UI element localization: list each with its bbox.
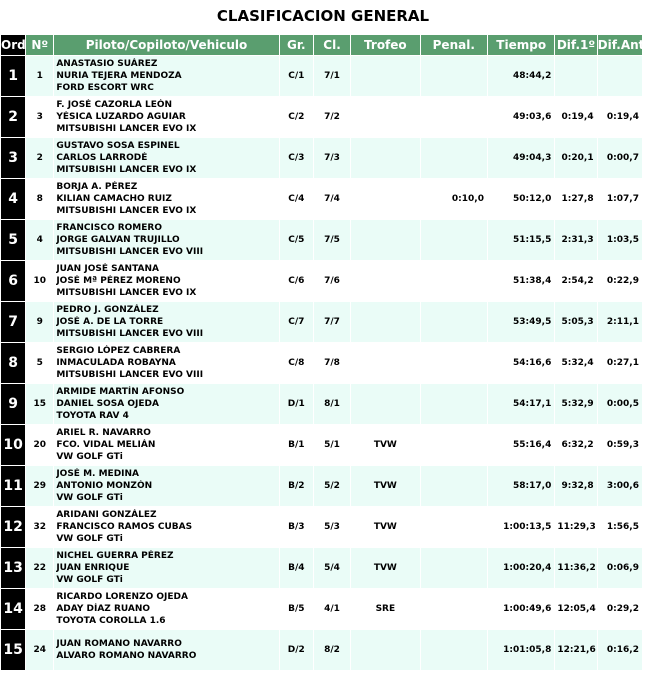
page-title: CLASIFICACION GENERAL (216, 7, 430, 25)
cell-class: 8/2 (313, 630, 350, 671)
table-row (1, 302, 643, 343)
table-row (1, 97, 643, 138)
cell-penalty (420, 630, 487, 671)
cell-trophy (351, 138, 420, 179)
cell-crew (54, 179, 279, 220)
table-row (1, 548, 643, 589)
cell-diff-prev: 0:00,7 (597, 138, 642, 179)
cell-diff-first: 0:20,1 (555, 138, 597, 179)
cell-ord: 11 (1, 466, 26, 507)
cell-num: 10 (26, 261, 54, 302)
cell-diff-prev: 0:06,9 (597, 548, 642, 589)
cell-penalty (420, 466, 487, 507)
table-row (1, 466, 643, 507)
cell-class: 7/3 (313, 138, 350, 179)
vehicle-name: MITSUBISHI LANCER EVO VIII (56, 370, 204, 380)
cell-penalty (420, 343, 487, 384)
cell-num: 8 (26, 179, 54, 220)
table-row (1, 56, 643, 97)
cell-num: 1 (26, 56, 54, 97)
cell-crew (54, 56, 279, 97)
codriver-name: JOSÉ A. DE LA TORRE (56, 317, 164, 327)
cell-crew (54, 507, 279, 548)
header-penalty: Penal. (420, 35, 487, 56)
cell-penalty (420, 97, 487, 138)
cell-group: C/2 (279, 97, 313, 138)
cell-crew (54, 302, 279, 343)
cell-trophy: TVW (351, 466, 420, 507)
classification-table (0, 34, 643, 671)
driver-name: ARMIDE MARTÍN AFONSO (56, 387, 185, 397)
cell-diff-first: 0:19,4 (555, 97, 597, 138)
cell-diff-first: 12:21,6 (555, 630, 597, 671)
cell-num: 4 (26, 220, 54, 261)
cell-trophy (351, 343, 420, 384)
cell-ord: 10 (1, 425, 26, 466)
cell-crew (54, 466, 279, 507)
cell-ord: 2 (1, 97, 26, 138)
cell-ord: 12 (1, 507, 26, 548)
header-time: Tiempo (487, 35, 554, 56)
vehicle-name: FORD ESCORT WRC (56, 83, 154, 93)
cell-diff-first: 12:05,4 (555, 589, 597, 630)
cell-crew (54, 630, 279, 671)
cell-group: B/1 (279, 425, 313, 466)
cell-time: 51:38,4 (487, 261, 554, 302)
driver-name: ANASTASIO SUÁREZ (56, 59, 158, 69)
cell-num: 5 (26, 343, 54, 384)
driver-name: F. JOSÉ CAZORLA LEÓN (56, 100, 173, 110)
header-row (1, 35, 643, 56)
cell-num: 22 (26, 548, 54, 589)
cell-time: 48:44,2 (487, 56, 554, 97)
cell-crew (54, 384, 279, 425)
cell-group: C/8 (279, 343, 313, 384)
codriver-name: JOSÉ Mª PÉREZ MORENO (56, 276, 181, 286)
cell-penalty (420, 56, 487, 97)
header-crew: Piloto/Copiloto/Vehiculo (54, 35, 279, 56)
header-group: Gr. (279, 35, 313, 56)
driver-name: ARIEL R. NAVARRO (56, 428, 151, 438)
vehicle-name: VW GOLF GTi (56, 534, 123, 544)
cell-class: 5/3 (313, 507, 350, 548)
cell-num: 28 (26, 589, 54, 630)
codriver-name: FCO. VIDAL MELIÁN (56, 440, 156, 450)
cell-trophy (351, 302, 420, 343)
table-row (1, 384, 643, 425)
cell-trophy (351, 384, 420, 425)
cell-class: 5/1 (313, 425, 350, 466)
cell-time: 1:00:49,6 (487, 589, 554, 630)
cell-diff-first: 2:54,2 (555, 261, 597, 302)
cell-trophy: TVW (351, 425, 420, 466)
cell-ord: 13 (1, 548, 26, 589)
driver-name: NICHEL GUERRA PÉREZ (56, 551, 174, 561)
cell-diff-prev: 0:19,4 (597, 97, 642, 138)
cell-penalty (420, 220, 487, 261)
cell-ord: 5 (1, 220, 26, 261)
vehicle-name: TOYOTA RAV 4 (56, 411, 129, 421)
cell-group: B/3 (279, 507, 313, 548)
vehicle-name: VW GOLF GTi (56, 452, 123, 462)
vehicle-name: MITSUBISHI LANCER EVO VIII (56, 247, 204, 257)
vehicle-name: VW GOLF GTi (56, 493, 123, 503)
cell-crew (54, 261, 279, 302)
cell-crew (54, 138, 279, 179)
table-row (1, 425, 643, 466)
cell-time: 54:17,1 (487, 384, 554, 425)
cell-time: 1:00:13,5 (487, 507, 554, 548)
cell-diff-prev: 1:03,5 (597, 220, 642, 261)
table-row (1, 343, 643, 384)
cell-diff-prev (597, 56, 642, 97)
cell-penalty (420, 548, 487, 589)
cell-time: 49:03,6 (487, 97, 554, 138)
cell-class: 7/4 (313, 179, 350, 220)
cell-penalty (420, 507, 487, 548)
cell-diff-first: 11:29,3 (555, 507, 597, 548)
cell-crew (54, 97, 279, 138)
header-diff-prev: Dif.Ant (597, 35, 642, 56)
table-row (1, 630, 643, 671)
driver-name: RICARDO LORENZO OJEDA (56, 592, 188, 602)
cell-trophy (351, 179, 420, 220)
cell-time: 50:12,0 (487, 179, 554, 220)
cell-crew (54, 220, 279, 261)
cell-diff-prev: 0:29,2 (597, 589, 642, 630)
codriver-name: INMACULADA ROBAYNA (56, 358, 176, 368)
cell-num: 15 (26, 384, 54, 425)
header-diff-first: Dif.1º (555, 35, 597, 56)
cell-time: 54:16,6 (487, 343, 554, 384)
cell-time: 49:04,3 (487, 138, 554, 179)
cell-penalty (420, 589, 487, 630)
cell-diff-first: 5:32,9 (555, 384, 597, 425)
vehicle-name: MITSUBISHI LANCER EVO IX (56, 165, 197, 175)
header-num: Nº (26, 35, 54, 56)
cell-num: 3 (26, 97, 54, 138)
cell-diff-prev: 3:00,6 (597, 466, 642, 507)
table-row (1, 220, 643, 261)
cell-group: C/1 (279, 56, 313, 97)
cell-diff-prev: 0:27,1 (597, 343, 642, 384)
cell-diff-prev: 0:00,5 (597, 384, 642, 425)
cell-diff-prev: 1:07,7 (597, 179, 642, 220)
cell-trophy (351, 630, 420, 671)
cell-diff-first: 5:32,4 (555, 343, 597, 384)
cell-group: B/2 (279, 466, 313, 507)
driver-name: PEDRO J. GONZÁLEZ (56, 305, 159, 315)
cell-trophy: TVW (351, 507, 420, 548)
vehicle-name: TOYOTA COROLLA 1.6 (56, 616, 166, 626)
cell-crew (54, 548, 279, 589)
cell-diff-prev: 0:16,2 (597, 630, 642, 671)
cell-diff-first: 2:31,3 (555, 220, 597, 261)
cell-diff-first (555, 56, 597, 97)
codriver-name: JUAN ENRIQUE (56, 563, 130, 573)
cell-group: C/3 (279, 138, 313, 179)
cell-diff-prev: 0:22,9 (597, 261, 642, 302)
cell-group: C/5 (279, 220, 313, 261)
cell-time: 51:15,5 (487, 220, 554, 261)
cell-num: 9 (26, 302, 54, 343)
cell-ord: 14 (1, 589, 26, 630)
cell-group: B/4 (279, 548, 313, 589)
driver-name: JOSÉ M. MEDINA (56, 469, 140, 479)
cell-trophy (351, 56, 420, 97)
vehicle-name: MITSUBISHI LANCER EVO IX (56, 206, 197, 216)
cell-group: D/2 (279, 630, 313, 671)
cell-crew (54, 589, 279, 630)
cell-class: 7/6 (313, 261, 350, 302)
header-ord: Ord (1, 35, 26, 56)
codriver-name: KILIAN CAMACHO RUIZ (56, 194, 172, 204)
cell-group: C/6 (279, 261, 313, 302)
table-row (1, 261, 643, 302)
cell-trophy (351, 97, 420, 138)
codriver-name: ANTONIO MONZÓN (56, 481, 153, 491)
cell-time: 53:49,5 (487, 302, 554, 343)
codriver-name: DANIEL SOSA OJEDA (56, 399, 159, 409)
cell-group: C/4 (279, 179, 313, 220)
cell-class: 7/5 (313, 220, 350, 261)
cell-num: 20 (26, 425, 54, 466)
cell-time: 1:01:05,8 (487, 630, 554, 671)
codriver-name: ALVARO ROMANO NAVARRO (56, 651, 197, 661)
driver-name: SERGIO LÓPEZ CABRERA (56, 346, 181, 356)
cell-ord: 1 (1, 56, 26, 97)
vehicle-name: MITSUBISHI LANCER EVO IX (56, 124, 197, 134)
cell-diff-first: 6:32,2 (555, 425, 597, 466)
cell-penalty (420, 302, 487, 343)
cell-num: 32 (26, 507, 54, 548)
table-row (1, 589, 643, 630)
cell-trophy: TVW (351, 548, 420, 589)
cell-diff-prev: 2:11,1 (597, 302, 642, 343)
table-row (1, 179, 643, 220)
cell-diff-first: 9:32,8 (555, 466, 597, 507)
cell-class: 7/8 (313, 343, 350, 384)
codriver-name: NURIA TEJERA MENDOZA (56, 71, 182, 81)
cell-ord: 8 (1, 343, 26, 384)
cell-penalty (420, 425, 487, 466)
driver-name: ARIDANI GONZÁLEZ (56, 510, 157, 520)
cell-time: 58:17,0 (487, 466, 554, 507)
cell-diff-first: 11:36,2 (555, 548, 597, 589)
cell-class: 8/1 (313, 384, 350, 425)
table-row (1, 138, 643, 179)
codriver-name: JORGE GALVAN TRUJILLO (56, 235, 180, 245)
cell-group: C/7 (279, 302, 313, 343)
driver-name: JUAN JOSÉ SANTANA (56, 264, 159, 274)
cell-class: 5/4 (313, 548, 350, 589)
cell-ord: 15 (1, 630, 26, 671)
cell-ord: 3 (1, 138, 26, 179)
table-row (1, 507, 643, 548)
cell-num: 29 (26, 466, 54, 507)
cell-num: 24 (26, 630, 54, 671)
cell-ord: 7 (1, 302, 26, 343)
cell-ord: 4 (1, 179, 26, 220)
vehicle-name: VW GOLF GTi (56, 575, 123, 585)
cell-crew (54, 425, 279, 466)
cell-penalty (420, 138, 487, 179)
cell-penalty (420, 384, 487, 425)
cell-group: D/1 (279, 384, 313, 425)
cell-class: 7/1 (313, 56, 350, 97)
cell-diff-first: 1:27,8 (555, 179, 597, 220)
vehicle-name: MITSUBISHI LANCER EVO VIII (56, 329, 204, 339)
codriver-name: YÉSICA LUZARDO AGUIAR (56, 112, 186, 122)
driver-name: GUSTAVO SOSA ESPINEL (56, 141, 180, 151)
cell-group: B/5 (279, 589, 313, 630)
cell-class: 5/2 (313, 466, 350, 507)
driver-name: FRANCISCO ROMERO (56, 223, 162, 233)
codriver-name: CARLOS LARRODÉ (56, 153, 148, 163)
header-class: Cl. (313, 35, 350, 56)
cell-class: 7/7 (313, 302, 350, 343)
cell-penalty: 0:10,0 (420, 179, 487, 220)
header-trophy: Trofeo (351, 35, 420, 56)
cell-crew (54, 343, 279, 384)
cell-class: 7/2 (313, 97, 350, 138)
cell-time: 55:16,4 (487, 425, 554, 466)
cell-trophy: SRE (351, 589, 420, 630)
cell-ord: 9 (1, 384, 26, 425)
driver-name: BORJA A. PÉREZ (56, 182, 138, 192)
driver-name: JUAN ROMANO NAVARRO (56, 639, 182, 649)
cell-ord: 6 (1, 261, 26, 302)
codriver-name: ADAY DÍAZ RUANO (56, 604, 151, 614)
cell-class: 4/1 (313, 589, 350, 630)
cell-penalty (420, 261, 487, 302)
cell-diff-first: 5:05,3 (555, 302, 597, 343)
cell-diff-prev: 1:56,5 (597, 507, 642, 548)
codriver-name: FRANCISCO RAMOS CUBAS (56, 522, 193, 532)
vehicle-name: MITSUBISHI LANCER EVO IX (56, 288, 197, 298)
cell-time: 1:00:20,4 (487, 548, 554, 589)
cell-num: 2 (26, 138, 54, 179)
cell-trophy (351, 220, 420, 261)
cell-trophy (351, 261, 420, 302)
cell-diff-prev: 0:59,3 (597, 425, 642, 466)
